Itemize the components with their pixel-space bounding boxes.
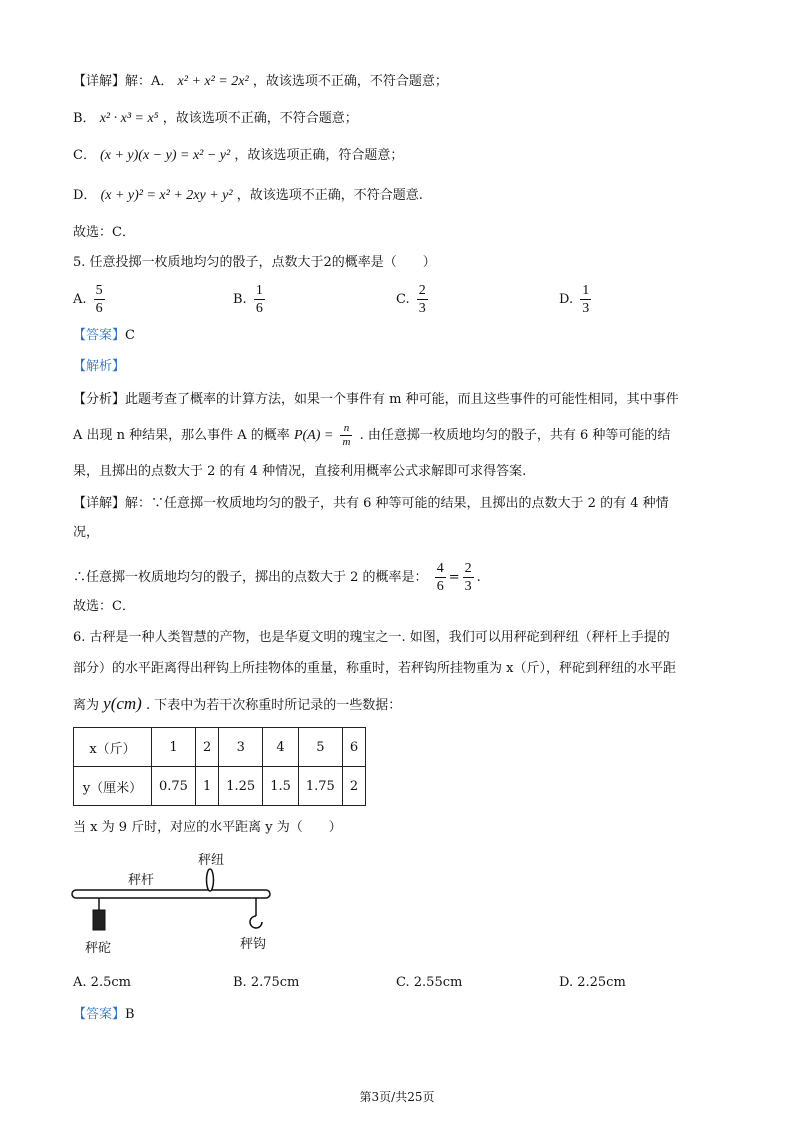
q6-stem-line3	[73, 694, 401, 716]
solution-line-b	[73, 109, 358, 129]
solution-label: C．	[73, 148, 96, 163]
table-cell: 1	[195, 767, 218, 806]
denominator: 6	[95, 301, 103, 316]
table-cell: 6	[342, 728, 365, 767]
denominator: 6	[436, 579, 444, 594]
q6-stem-line2: 部分）的水平距离得出秤钩上所挂物体的重量，称重时，若秤钩所挂物重为 x（斤），秤砣到秤纽的水平距	[73, 661, 676, 676]
solution-text: ，故该选项不正确，不符合题意.	[236, 188, 423, 203]
q5-xiangjie-line3	[73, 560, 481, 595]
q5-xiangjie-line2: 况，	[73, 525, 100, 540]
table-cell: 3	[219, 728, 263, 767]
option-label: C.	[396, 975, 410, 990]
answer-value: C	[125, 328, 135, 343]
table-cell: 4	[263, 728, 299, 767]
option-label: A.	[73, 292, 87, 307]
period: .	[476, 570, 481, 585]
fraction	[435, 560, 446, 595]
option-value: 2.75cm	[250, 975, 300, 990]
denominator: 3	[418, 301, 426, 316]
table-cell: 2	[342, 767, 365, 806]
table-cell: 1	[152, 728, 196, 767]
table-cell: 1.5	[263, 767, 299, 806]
numerator: 2	[418, 283, 426, 298]
answer-tag: 【答案】	[73, 1007, 126, 1022]
stem-text: 离为	[73, 698, 100, 713]
numerator: 2	[464, 561, 472, 576]
table-cell: 5	[298, 728, 342, 767]
option-value: 2.25cm	[577, 975, 626, 990]
q6-option-b	[233, 975, 299, 990]
formula: (x + y)(x − y) = x² − y²	[100, 148, 231, 163]
formula: y(cm)	[103, 694, 142, 713]
numerator: 1	[582, 283, 590, 298]
option-value: 2.55cm	[413, 975, 463, 990]
solution-line-a	[73, 72, 448, 92]
final-choice-prev: 故选：C．	[73, 225, 135, 240]
solution-label: 【详解】解：A．	[73, 74, 174, 89]
q5-fenxi-line2	[73, 422, 670, 449]
answer-value: B	[125, 1007, 135, 1022]
numerator: 4	[436, 561, 444, 576]
solution-text: ，故该选项不正确，不符合题意；	[162, 111, 358, 126]
solution-label: B．	[73, 111, 96, 126]
option-label: A.	[73, 975, 87, 990]
option-label: C.	[396, 292, 410, 307]
fraction	[340, 422, 352, 449]
q5-fenxi-line1: 【分析】此题考查了概率的计算方法，如果一个事件有 m 种可能，而且这些事件的可能性相同，其中事件	[73, 392, 679, 407]
numerator: 1	[255, 283, 263, 298]
denominator: 3	[464, 579, 472, 594]
q6-answer	[73, 1005, 135, 1025]
q6-option-c	[396, 975, 462, 990]
numerator: 5	[95, 283, 103, 298]
q5-stem: 5. 任意投掷一枚质地均匀的骰子，点数大于2的概率是（ ）	[73, 255, 436, 270]
equals-sign: =	[448, 570, 460, 585]
option-label: D.	[559, 292, 574, 307]
fraction	[94, 282, 105, 317]
fraction	[254, 282, 265, 317]
label-tuo: 秤砣	[85, 941, 112, 956]
table-cell: 2	[195, 728, 218, 767]
formula: (x + y)² = x² + 2xy + y²	[100, 188, 233, 203]
answer-tag: 【答案】	[73, 328, 126, 343]
solution-text: ∴任意掷一枚质地均匀的骰子，掷出的点数大于 2 的概率是：	[73, 570, 428, 585]
page-footer: 第3页/共25页	[359, 1090, 435, 1104]
formula: x² · x³ = x⁵	[99, 111, 159, 126]
table-row	[74, 728, 366, 767]
table-row	[74, 767, 366, 806]
label-gou: 秤钩	[240, 937, 267, 952]
solution-label: D．	[73, 188, 97, 203]
denominator: 3	[582, 301, 590, 316]
analysis-text: . 由任意掷一枚质地均匀的骰子，共有 6 种等可能的结	[359, 428, 671, 443]
q5-option-a	[73, 282, 108, 317]
q5-option-b	[233, 282, 268, 317]
q6-option-d	[559, 975, 626, 990]
solution-text: ，故该选项不正确，不符合题意；	[252, 74, 448, 89]
table-cell: 1.75	[298, 767, 342, 806]
formula: P(A) =	[293, 428, 334, 443]
q5-option-d	[559, 282, 594, 317]
q5-answer	[73, 326, 135, 346]
q5-final-choice: 故选：C．	[73, 599, 135, 614]
q5-fenxi-line3: 果，且掷出的点数大于 2 的有 4 种情况，直接利用概率公式求解即可求得答案.	[73, 464, 527, 479]
stem-text: . 下表中为若干次称重时所记录的一些数据：	[146, 698, 402, 713]
hanging-knob	[207, 869, 214, 891]
table-header-cell: y（厘米）	[74, 767, 152, 806]
hook	[250, 916, 262, 928]
solution-line-c	[73, 146, 403, 166]
solution-line-d	[73, 186, 423, 206]
fraction	[580, 282, 591, 317]
solution-text: ，故该选项正确，符合题意；	[234, 148, 404, 163]
option-label: B.	[233, 292, 247, 307]
fraction	[463, 560, 474, 595]
fraction	[417, 282, 428, 317]
table-cell: 0.75	[152, 767, 196, 806]
analysis-text: A 出现 n 种结果，那么事件 A 的概率	[73, 428, 290, 443]
formula: x² + x² = 2x²	[177, 74, 249, 89]
label-niu: 秤纽	[198, 853, 225, 868]
q6-question: 当 x 为 9 斤时，对应的水平距离 y 为（ ）	[73, 820, 342, 835]
weight-block	[93, 910, 105, 930]
denominator: m	[342, 436, 351, 448]
option-label: B.	[233, 975, 247, 990]
denominator: 6	[255, 301, 263, 316]
beam	[72, 890, 270, 898]
q5-xiangjie-line1: 【详解】解：∵任意掷一枚质地均匀的骰子，共有 6 种等可能的结果，且掷出的点数大于 2 的有 4 种情	[73, 496, 669, 511]
q6-option-a	[73, 975, 131, 990]
label-gan: 秤杆	[128, 873, 155, 888]
steelyard-figure	[68, 848, 288, 963]
option-label: D.	[559, 975, 574, 990]
q5-option-c	[396, 282, 431, 317]
table-header-cell: x（斤）	[74, 728, 152, 767]
numerator: n	[340, 422, 352, 436]
option-value: 2.5cm	[90, 975, 131, 990]
q6-stem-line1: 6. 古秤是一种人类智慧的产物，也是华夏文明的瑰宝之一. 如图，我们可以用秤砣到秤纽（秤杆上手提的	[73, 630, 670, 645]
data-table	[73, 727, 366, 806]
table-cell: 1.25	[219, 767, 263, 806]
q5-analysis-tag: 【解析】	[73, 359, 126, 374]
